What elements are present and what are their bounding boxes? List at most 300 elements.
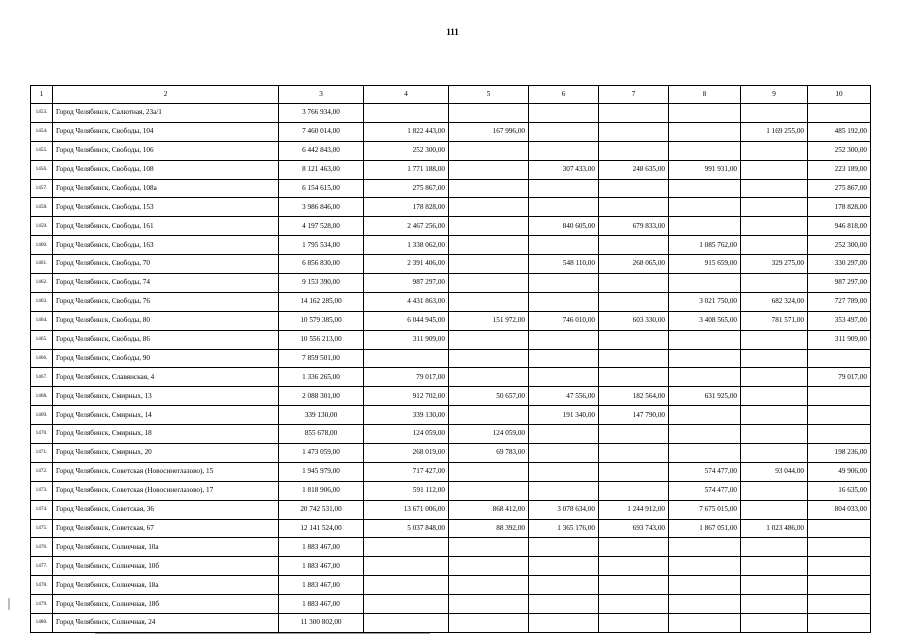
value-cell: 191 340,00 [529, 406, 599, 425]
value-cell [599, 538, 669, 557]
address-cell: Город Челябинск, Свободы, 108а [53, 179, 279, 198]
value-cell [449, 481, 529, 500]
table-row [31, 104, 871, 123]
total-cost-cell: 1 883 467,00 [279, 576, 364, 595]
value-cell [364, 576, 449, 595]
value-cell [741, 349, 808, 368]
table-row [31, 595, 871, 614]
value-cell [599, 274, 669, 293]
value-cell: 548 110,00 [529, 255, 599, 274]
value-cell [741, 406, 808, 425]
value-cell: 1 867 051,00 [669, 519, 741, 538]
table-row [31, 122, 871, 141]
address-cell: Город Челябинск, Солнечная, 18б [53, 595, 279, 614]
value-cell [669, 614, 741, 633]
address-cell: Город Челябинск, Смирных, 20 [53, 444, 279, 463]
address-cell: Город Челябинск, Свободы, 163 [53, 236, 279, 255]
value-cell [599, 481, 669, 500]
value-cell [529, 122, 599, 141]
value-cell [529, 292, 599, 311]
value-cell: 47 556,00 [529, 387, 599, 406]
value-cell [741, 330, 808, 349]
address-cell: Город Челябинск, Советская, 67 [53, 519, 279, 538]
value-cell [808, 425, 871, 444]
value-cell [808, 104, 871, 123]
value-cell: 746 010,00 [529, 311, 599, 330]
row-number: 1463. [31, 292, 53, 311]
value-cell: 3 078 634,00 [529, 500, 599, 519]
value-cell [599, 330, 669, 349]
total-cost-cell: 1 883 467,00 [279, 538, 364, 557]
value-cell: 339 130,00 [364, 406, 449, 425]
table-row [31, 292, 871, 311]
value-cell: 717 427,00 [364, 462, 449, 481]
value-cell [669, 349, 741, 368]
table-row [31, 406, 871, 425]
value-cell: 93 044,00 [741, 462, 808, 481]
value-cell [599, 614, 669, 633]
value-cell: 268 019,00 [364, 444, 449, 463]
value-cell [808, 538, 871, 557]
column-header: 5 [449, 86, 529, 104]
value-cell [669, 595, 741, 614]
address-cell: Город Челябинск, Советская (Новосинеглазово), 15 [53, 462, 279, 481]
value-cell [599, 349, 669, 368]
row-number: 1480. [31, 614, 53, 633]
value-cell [449, 104, 529, 123]
address-cell: Город Челябинск, Солнечная, 24 [53, 614, 279, 633]
value-cell [449, 330, 529, 349]
total-cost-cell: 1 945 979,00 [279, 462, 364, 481]
value-cell [669, 104, 741, 123]
value-cell: 2 391 406,00 [364, 255, 449, 274]
value-cell: 1 169 255,00 [741, 122, 808, 141]
address-cell: Город Челябинск, Свободы, 108 [53, 160, 279, 179]
row-number: 1457. [31, 179, 53, 198]
value-cell [669, 141, 741, 160]
value-cell: 167 996,00 [449, 122, 529, 141]
value-cell: 591 112,00 [364, 481, 449, 500]
value-cell: 13 671 006,00 [364, 500, 449, 519]
value-cell: 2 467 256,00 [364, 217, 449, 236]
value-cell [529, 444, 599, 463]
value-cell: 1 771 188,00 [364, 160, 449, 179]
value-cell [669, 179, 741, 198]
value-cell [529, 576, 599, 595]
value-cell [364, 595, 449, 614]
value-cell [741, 538, 808, 557]
total-cost-cell: 1 336 265,00 [279, 368, 364, 387]
address-cell: Город Челябинск, Солнечная, 10б [53, 557, 279, 576]
row-number: 1470. [31, 425, 53, 444]
value-cell: 223 189,00 [808, 160, 871, 179]
table-row [31, 255, 871, 274]
row-number: 1477. [31, 557, 53, 576]
value-cell [449, 576, 529, 595]
value-cell [741, 236, 808, 255]
scan-mark [8, 598, 10, 610]
total-cost-cell: 7 859 501,00 [279, 349, 364, 368]
value-cell: 311 909,00 [364, 330, 449, 349]
total-cost-cell: 10 579 385,00 [279, 311, 364, 330]
value-cell [529, 274, 599, 293]
value-cell [741, 217, 808, 236]
value-cell [669, 444, 741, 463]
row-number: 1454. [31, 122, 53, 141]
total-cost-cell: 1 818 906,00 [279, 481, 364, 500]
address-cell: Город Челябинск, Свободы, 86 [53, 330, 279, 349]
value-cell: 16 635,00 [808, 481, 871, 500]
value-cell [364, 538, 449, 557]
value-cell [449, 198, 529, 217]
value-cell [741, 104, 808, 123]
value-cell [364, 557, 449, 576]
value-cell: 329 275,00 [741, 255, 808, 274]
value-cell: 275 867,00 [364, 179, 449, 198]
total-cost-cell: 4 197 528,00 [279, 217, 364, 236]
value-cell: 987 297,00 [808, 274, 871, 293]
table-row [31, 500, 871, 519]
value-cell: 840 605,00 [529, 217, 599, 236]
value-cell: 248 635,00 [599, 160, 669, 179]
row-number: 1460. [31, 236, 53, 255]
value-cell [741, 481, 808, 500]
value-cell: 693 743,00 [599, 519, 669, 538]
table-row [31, 274, 871, 293]
row-number: 1473. [31, 481, 53, 500]
table-row [31, 368, 871, 387]
value-cell [449, 179, 529, 198]
value-cell [449, 217, 529, 236]
table-row [31, 462, 871, 481]
value-cell: 727 789,00 [808, 292, 871, 311]
row-number: 1465. [31, 330, 53, 349]
value-cell [364, 349, 449, 368]
total-cost-cell: 12 141 524,00 [279, 519, 364, 538]
value-cell [741, 141, 808, 160]
value-cell: 88 392,00 [449, 519, 529, 538]
total-cost-cell: 3 986 846,00 [279, 198, 364, 217]
header-row [31, 86, 871, 104]
value-cell: 1 023 486,00 [741, 519, 808, 538]
value-cell [449, 349, 529, 368]
total-cost-cell: 6 442 843,00 [279, 141, 364, 160]
total-cost-cell: 8 121 463,00 [279, 160, 364, 179]
row-number: 1467. [31, 368, 53, 387]
address-cell: Город Челябинск, Свободы, 80 [53, 311, 279, 330]
total-cost-cell: 6 154 615,00 [279, 179, 364, 198]
value-cell [449, 557, 529, 576]
value-cell [529, 141, 599, 160]
value-cell [529, 104, 599, 123]
table-row [31, 198, 871, 217]
row-number: 1455. [31, 141, 53, 160]
table-row [31, 160, 871, 179]
value-cell [449, 141, 529, 160]
value-cell [599, 104, 669, 123]
value-cell: 1 365 176,00 [529, 519, 599, 538]
address-cell: Город Челябинск, Советская, 36 [53, 500, 279, 519]
value-cell: 50 657,00 [449, 387, 529, 406]
value-cell [529, 236, 599, 255]
value-cell: 912 702,00 [364, 387, 449, 406]
value-cell: 178 828,00 [808, 198, 871, 217]
value-cell: 485 192,00 [808, 122, 871, 141]
value-cell [669, 368, 741, 387]
address-cell: Город Челябинск, Свободы, 90 [53, 349, 279, 368]
column-header: 10 [808, 86, 871, 104]
value-cell [599, 462, 669, 481]
value-cell: 868 412,00 [449, 500, 529, 519]
value-cell [449, 595, 529, 614]
value-cell: 178 828,00 [364, 198, 449, 217]
value-cell [529, 330, 599, 349]
table-row [31, 349, 871, 368]
value-cell [529, 595, 599, 614]
value-cell [669, 274, 741, 293]
value-cell [599, 557, 669, 576]
value-cell [808, 576, 871, 595]
value-cell: 1 244 912,00 [599, 500, 669, 519]
value-cell: 147 790,00 [599, 406, 669, 425]
address-cell: Город Челябинск, Славянская, 4 [53, 368, 279, 387]
value-cell [741, 576, 808, 595]
value-cell: 946 818,00 [808, 217, 871, 236]
value-cell [599, 292, 669, 311]
value-cell [741, 500, 808, 519]
table-row [31, 614, 871, 633]
value-cell: 124 059,00 [449, 425, 529, 444]
value-cell: 69 783,00 [449, 444, 529, 463]
column-header: 4 [364, 86, 449, 104]
row-number: 1471. [31, 444, 53, 463]
value-cell [669, 425, 741, 444]
total-cost-cell: 6 856 830,00 [279, 255, 364, 274]
total-cost-cell: 10 556 213,00 [279, 330, 364, 349]
value-cell [669, 217, 741, 236]
value-cell [669, 122, 741, 141]
value-cell [741, 198, 808, 217]
value-cell [599, 425, 669, 444]
column-header: 2 [53, 86, 279, 104]
row-number: 1462. [31, 274, 53, 293]
table-row [31, 236, 871, 255]
value-cell: 268 065,00 [599, 255, 669, 274]
row-number: 1456. [31, 160, 53, 179]
total-cost-cell: 1 795 534,00 [279, 236, 364, 255]
value-cell: 275 867,00 [808, 179, 871, 198]
row-number: 1472. [31, 462, 53, 481]
value-cell [669, 576, 741, 595]
value-cell: 991 931,00 [669, 160, 741, 179]
value-cell: 915 659,00 [669, 255, 741, 274]
value-cell [529, 538, 599, 557]
value-cell [449, 236, 529, 255]
value-cell: 5 037 848,00 [364, 519, 449, 538]
value-cell [669, 557, 741, 576]
value-cell [599, 368, 669, 387]
value-cell: 1 085 762,00 [669, 236, 741, 255]
value-cell [599, 444, 669, 463]
address-cell: Город Челябинск, Советская (Новосинеглазово), 17 [53, 481, 279, 500]
table-row [31, 576, 871, 595]
table-row [31, 425, 871, 444]
address-cell: Город Челябинск, Смирных, 14 [53, 406, 279, 425]
value-cell: 198 236,00 [808, 444, 871, 463]
value-cell: 987 297,00 [364, 274, 449, 293]
value-cell: 574 477,00 [669, 462, 741, 481]
value-cell [599, 141, 669, 160]
address-cell: Город Челябинск, Свободы, 76 [53, 292, 279, 311]
row-number: 1468. [31, 387, 53, 406]
row-number: 1479. [31, 595, 53, 614]
value-cell [529, 198, 599, 217]
value-cell [741, 595, 808, 614]
value-cell [808, 614, 871, 633]
value-cell: 307 433,00 [529, 160, 599, 179]
address-cell: Город Челябинск, Свободы, 74 [53, 274, 279, 293]
value-cell [741, 387, 808, 406]
row-number: 1464. [31, 311, 53, 330]
total-cost-cell: 1 883 467,00 [279, 595, 364, 614]
value-cell [741, 444, 808, 463]
table-row [31, 538, 871, 557]
value-cell [599, 179, 669, 198]
value-cell [741, 425, 808, 444]
value-cell: 79 017,00 [808, 368, 871, 387]
value-cell: 603 330,00 [599, 311, 669, 330]
value-cell: 252 300,00 [364, 141, 449, 160]
value-cell: 311 909,00 [808, 330, 871, 349]
address-cell: Город Челябинск, Салютная, 23а/1 [53, 104, 279, 123]
value-cell [741, 160, 808, 179]
table-row [31, 387, 871, 406]
value-cell: 1 338 062,00 [364, 236, 449, 255]
value-cell [808, 349, 871, 368]
value-cell [449, 406, 529, 425]
row-number: 1475. [31, 519, 53, 538]
value-cell: 79 017,00 [364, 368, 449, 387]
value-cell: 252 300,00 [808, 141, 871, 160]
row-number: 1469. [31, 406, 53, 425]
scan-line [95, 633, 430, 634]
value-cell [808, 387, 871, 406]
value-cell: 124 059,00 [364, 425, 449, 444]
value-cell: 252 300,00 [808, 236, 871, 255]
column-header: 6 [529, 86, 599, 104]
value-cell: 1 822 443,00 [364, 122, 449, 141]
row-number: 1459. [31, 217, 53, 236]
value-cell: 679 833,00 [599, 217, 669, 236]
value-cell [449, 462, 529, 481]
value-cell: 804 033,00 [808, 500, 871, 519]
value-cell [529, 481, 599, 500]
value-cell: 49 906,00 [808, 462, 871, 481]
value-cell [449, 538, 529, 557]
row-number: 1461. [31, 255, 53, 274]
value-cell [599, 236, 669, 255]
value-cell [599, 576, 669, 595]
value-cell [669, 330, 741, 349]
value-cell [529, 462, 599, 481]
table-body [31, 104, 871, 633]
row-number: 1453. [31, 104, 53, 123]
value-cell [599, 198, 669, 217]
value-cell [599, 595, 669, 614]
total-cost-cell: 855 678,00 [279, 425, 364, 444]
value-cell [449, 160, 529, 179]
row-number: 1478. [31, 576, 53, 595]
total-cost-cell: 14 162 285,00 [279, 292, 364, 311]
address-cell: Город Челябинск, Свободы, 106 [53, 141, 279, 160]
value-cell: 631 925,00 [669, 387, 741, 406]
table-row [31, 311, 871, 330]
table-row [31, 519, 871, 538]
address-cell: Город Челябинск, Свободы, 70 [53, 255, 279, 274]
value-cell [808, 557, 871, 576]
address-cell: Город Челябинск, Свободы, 161 [53, 217, 279, 236]
row-number: 1474. [31, 500, 53, 519]
table-row [31, 444, 871, 463]
column-header: 9 [741, 86, 808, 104]
value-cell [669, 198, 741, 217]
total-cost-cell: 11 300 802,00 [279, 614, 364, 633]
value-cell [364, 104, 449, 123]
value-cell [529, 368, 599, 387]
value-cell [741, 179, 808, 198]
value-cell: 7 675 015,00 [669, 500, 741, 519]
value-cell [449, 255, 529, 274]
value-cell [669, 538, 741, 557]
value-cell [364, 614, 449, 633]
total-cost-cell: 7 460 014,00 [279, 122, 364, 141]
column-header: 3 [279, 86, 364, 104]
row-number: 1458. [31, 198, 53, 217]
value-cell [529, 179, 599, 198]
total-cost-cell: 339 130,00 [279, 406, 364, 425]
row-number: 1476. [31, 538, 53, 557]
value-cell: 182 564,00 [599, 387, 669, 406]
value-cell [808, 519, 871, 538]
value-cell [741, 557, 808, 576]
value-cell: 3 021 750,00 [669, 292, 741, 311]
table-row [31, 217, 871, 236]
table-row [31, 481, 871, 500]
total-cost-cell: 1 473 059,00 [279, 444, 364, 463]
value-cell: 3 408 565,00 [669, 311, 741, 330]
value-cell [808, 595, 871, 614]
address-cell: Город Челябинск, Свободы, 104 [53, 122, 279, 141]
column-header: 1 [31, 86, 53, 104]
address-cell: Город Челябинск, Смирных, 18 [53, 425, 279, 444]
address-cell: Город Челябинск, Смирных, 13 [53, 387, 279, 406]
value-cell: 6 044 945,00 [364, 311, 449, 330]
column-header: 8 [669, 86, 741, 104]
value-cell [741, 614, 808, 633]
value-cell [669, 406, 741, 425]
table-row [31, 330, 871, 349]
value-cell [449, 292, 529, 311]
value-cell: 353 497,00 [808, 311, 871, 330]
address-cell: Город Челябинск, Солнечная, 18а [53, 576, 279, 595]
value-cell: 330 297,00 [808, 255, 871, 274]
total-cost-cell: 20 742 531,00 [279, 500, 364, 519]
value-cell [741, 368, 808, 387]
table-row [31, 557, 871, 576]
value-cell [529, 349, 599, 368]
address-cell: Город Челябинск, Свободы, 153 [53, 198, 279, 217]
value-cell [808, 406, 871, 425]
